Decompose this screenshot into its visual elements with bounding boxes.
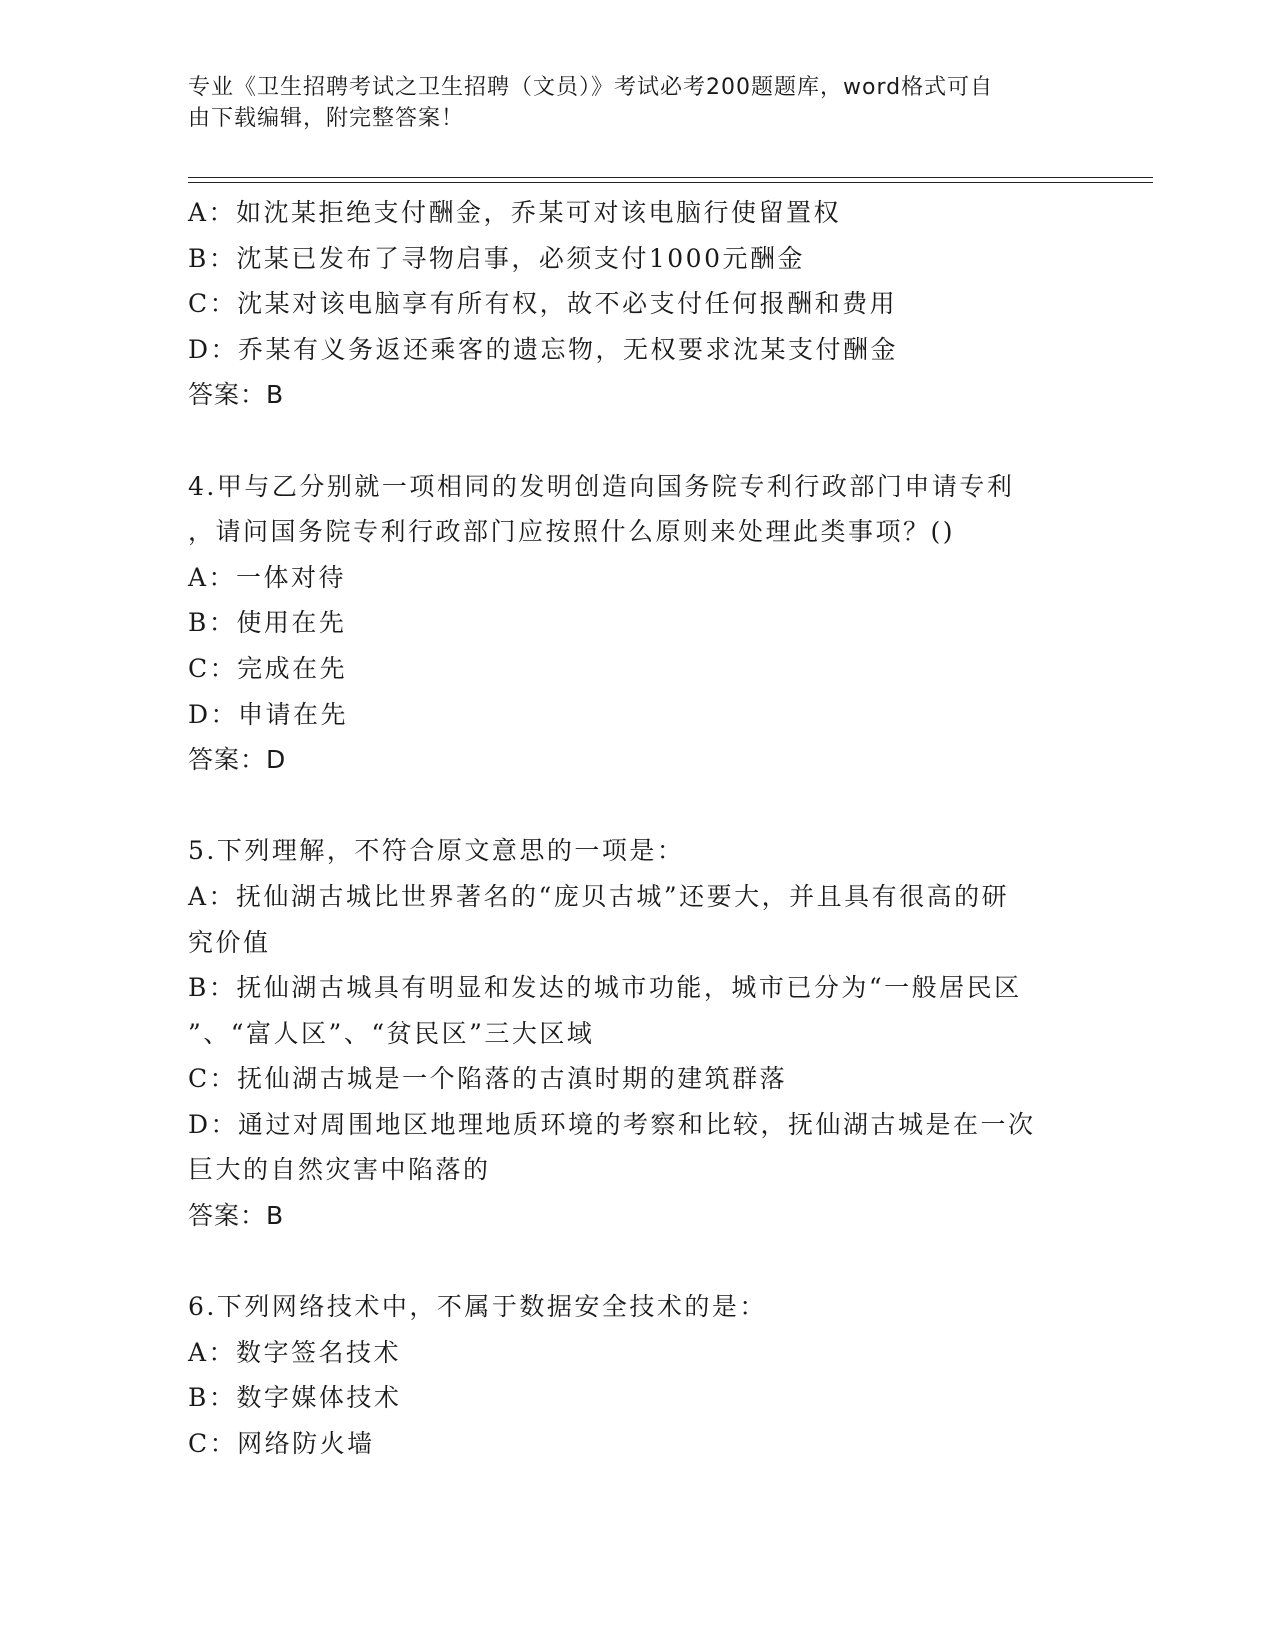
q5-option-d-line-1: D：通过对周围地区地理地质环境的考察和比较，抚仙湖古城是在一次 [188, 1109, 1036, 1139]
question-6 [188, 1284, 1088, 1466]
question-3 [188, 190, 1088, 418]
q4-stem-line-1: 4.甲与乙分别就一项相同的发明创造向国务院专利行政部门申请专利 [188, 471, 1015, 501]
question-4 [188, 464, 1088, 783]
q4-stem-line-2: ，请问国务院专利行政部门应按照什么原则来处理此类事项？() [188, 517, 956, 547]
q5-option-a-line-1: A：抚仙湖古城比世界著名的“庞贝古城”还要大，并且具有很高的研 [188, 881, 1010, 911]
q4-option-a: A：一体对待 [188, 562, 347, 592]
q3-option-d: D：乔某有义务返还乘客的遗忘物，无权要求沈某支付酬金 [188, 334, 899, 364]
q3-option-a: A：如沈某拒绝支付酬金，乔某可对该电脑行使留置权 [188, 198, 842, 227]
header-divider-top [188, 177, 1153, 178]
header-line-1: 专业《卫生招聘考试之卫生招聘（文员）》考试必考200题题库，word格式可自 [188, 75, 994, 100]
q5-stem: 5.下列理解，不符合原文意思的一项是： [188, 836, 685, 866]
question-5 [188, 828, 1088, 1238]
q3-option-b: B：沈某已发布了寻物启事，必须支付1000元酬金 [188, 243, 805, 273]
document-header [188, 72, 1068, 134]
header-divider-bottom [188, 182, 1153, 183]
spacer [188, 418, 1088, 464]
q6-option-c: C：网络防火墙 [188, 1429, 375, 1459]
q3-answer: 答案：B [188, 380, 285, 410]
q5-option-b-line-1: B：抚仙湖古城具有明显和发达的城市功能，城市已分为“一般居民区 [188, 973, 1022, 1003]
q4-answer: 答案：D [188, 745, 287, 775]
q5-option-b-line-2: ”、“富人区”、“贫民区”三大区域 [188, 1018, 595, 1048]
q6-option-a: A：数字签名技术 [188, 1337, 402, 1367]
q5-option-c: C：抚仙湖古城是一个陷落的古滇时期的建筑群落 [188, 1064, 788, 1094]
spacer [188, 783, 1088, 829]
q3-option-c: C：沈某对该电脑享有所有权，故不必支付任何报酬和费用 [188, 289, 898, 319]
q4-option-b: B：使用在先 [188, 608, 347, 638]
q5-option-a-line-2: 究价值 [188, 927, 271, 957]
q4-option-d: D：申请在先 [188, 699, 349, 729]
q5-answer: 答案：B [188, 1201, 285, 1231]
spacer [188, 1239, 1088, 1285]
header-line-2: 由下载编辑，附完整答案！ [188, 106, 465, 131]
q4-option-c: C：完成在先 [188, 653, 348, 683]
q6-option-b: B：数字媒体技术 [188, 1383, 402, 1413]
question-list [188, 190, 1088, 1467]
q5-option-d-line-2: 巨大的自然灾害中陷落的 [188, 1155, 491, 1185]
q6-stem: 6.下列网络技术中，不属于数据安全技术的是： [188, 1292, 767, 1322]
